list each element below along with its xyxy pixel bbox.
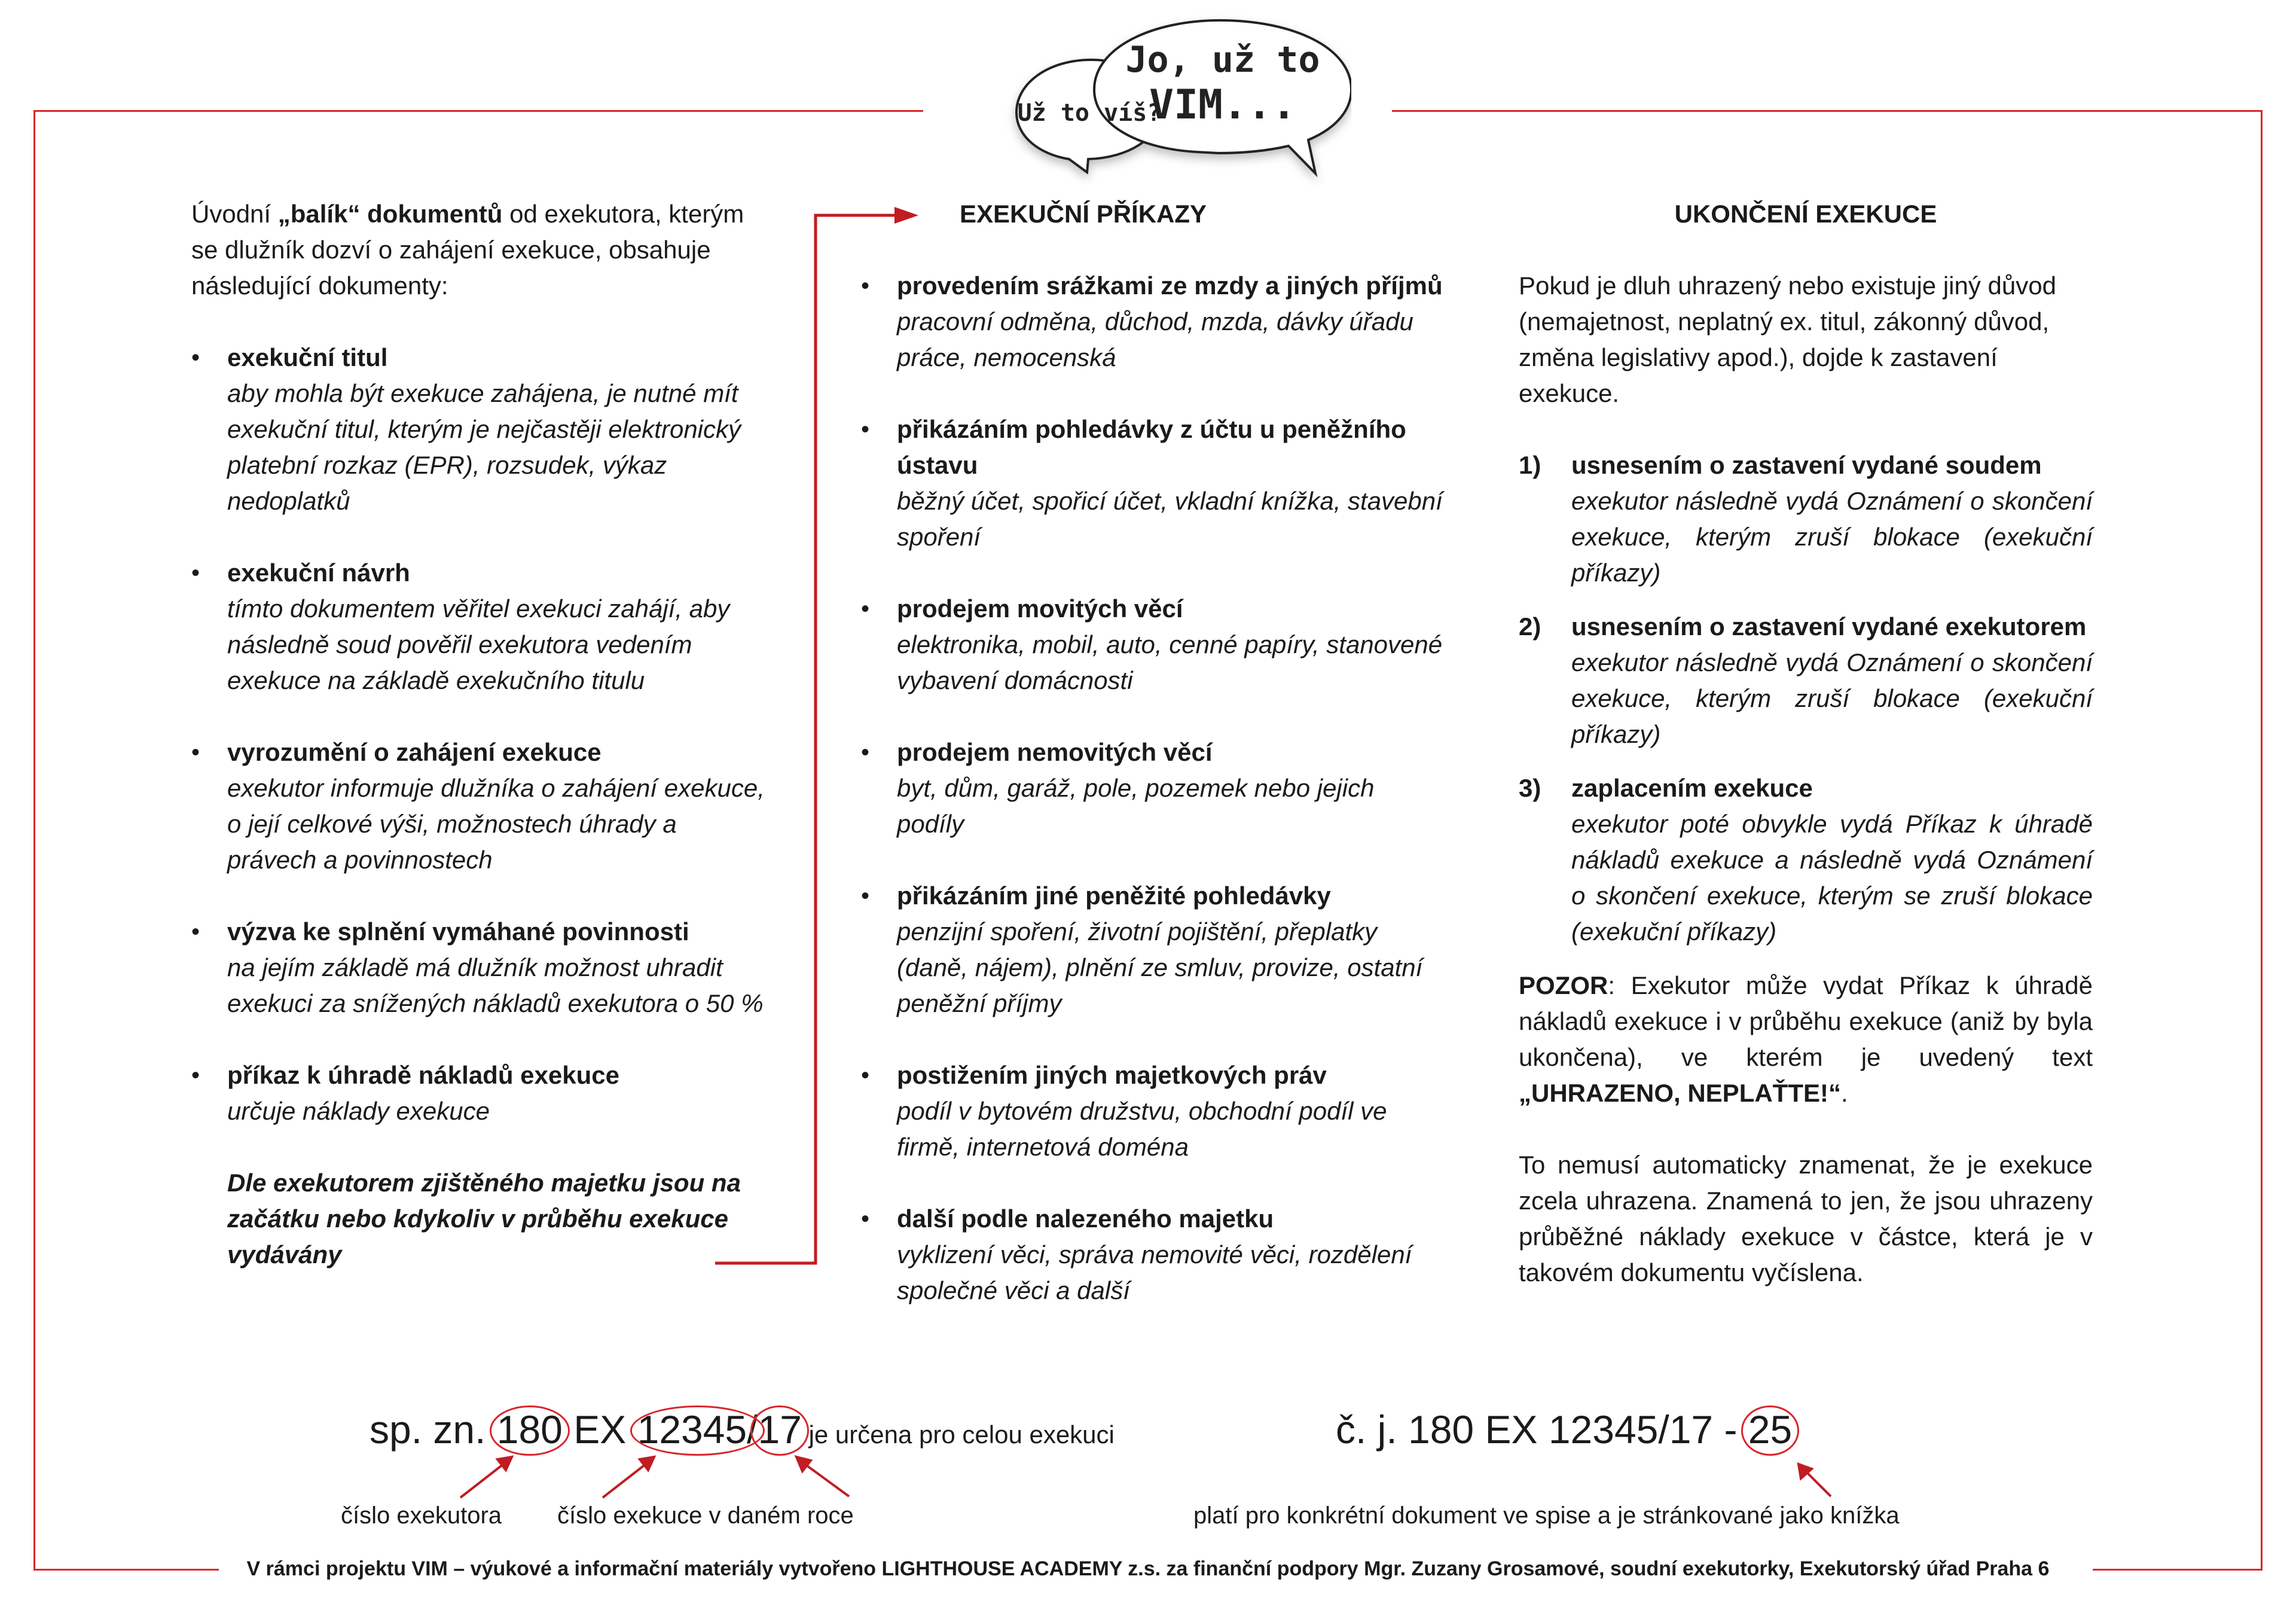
- bubble-big-line1: Jo, už to: [1125, 39, 1320, 81]
- annotation-dokument: platí pro konkrétní dokument ve spise a je stránkované jako knížka: [1193, 1502, 1900, 1529]
- pozor-label: POZOR: [1519, 971, 1608, 999]
- item-desc: byt, dům, garáž, pole, pozemek nebo jejich podíly: [897, 774, 1375, 838]
- item-desc: tímto dokumentem věřitel exekuci zahájí, aby následně soud pověřil exekutora vedením exekuce na základě exekučního titulu: [227, 594, 730, 694]
- item-desc: exekutor poté obvykle vydá Příkaz k úhradě nákladů exekuce a následně vydá Oznámení o skončení exekuce, kterým se zruší blokace (exekuční příkazy): [1571, 810, 2093, 946]
- cj-page-number: 25: [1748, 1405, 1792, 1453]
- right-intro: Pokud je dluh uhrazený nebo existuje jiný důvod (nemajetnost, neplatný ex. titul, zákonný důvod, změna legislativy apod.), dojde k zastavení exekuce.: [1519, 272, 2056, 407]
- pozor-text: : Exekutor může vydat Příkaz k úhradě nákladů exekuce i v průběhu exekuce (aniž by byla ukončena), ve kterém je uvedený text: [1519, 971, 2093, 1071]
- item-number: 2): [1519, 612, 1541, 641]
- item-title: • příkaz k úhradě nákladů exekuce: [227, 1061, 619, 1089]
- item-title: • další podle nalezeného majetku: [897, 1205, 1274, 1233]
- cj-text: č. j. 180 EX 12345/17 -: [1336, 1407, 1748, 1452]
- right-title: UKONČENÍ EXEKUCE: [1674, 200, 1937, 228]
- right-note: To nemusí automaticky znamenat, že je exekuce zcela uhrazena. Znamená to jen, že jsou uhrazeny průběžné náklady exekuce v částce, která je v takovém dokumentu vyčíslena.: [1519, 1151, 2093, 1286]
- item-title: • postižením jiných majetkových práv: [897, 1061, 1327, 1089]
- sp-prefix: sp. zn.: [370, 1407, 497, 1452]
- item-desc: exekutor informuje dlužníka o zahájení exekuce, o její celkové výši, možnostech úhrady a právech a povinnostech: [227, 774, 765, 874]
- pozor-bold: „UHRAZENO, NEPLAŤTE!“: [1519, 1079, 1841, 1107]
- item-title: usnesením o zastavení vydané soudem: [1571, 451, 2042, 479]
- item-desc: exekutor následně vydá Oznámení o skončení exekuce, kterým zruší blokace (exekuční příkazy): [1571, 648, 2093, 748]
- item-desc: exekutor následně vydá Oznámení o skončení exekuce, kterým zruší blokace (exekuční příkazy): [1571, 487, 2093, 587]
- item-desc: běžný účet, spořicí účet, vkladní knížka, stavební spoření: [897, 487, 1443, 551]
- intro-bold: „balík“ dokumentů: [277, 200, 503, 228]
- item-desc: pracovní odměna, důchod, mzda, dávky úřadu práce, nemocenská: [897, 307, 1413, 371]
- item-number: 3): [1519, 774, 1541, 802]
- item-desc: penzijní spoření, životní pojištění, přeplatky (daně, nájem), plnění ze smluv, provize, ostatní peněžní příjmy: [897, 917, 1423, 1017]
- annotation-exekuce: číslo exekuce v daném roce: [557, 1502, 854, 1529]
- item-title: • prodejem movitých věcí: [897, 594, 1183, 623]
- intro-text-start: Úvodní: [191, 200, 278, 228]
- middle-title: EXEKUČNÍ PŘÍKAZY: [960, 200, 1207, 228]
- sp-suffix: je určena pro celou exekuci: [801, 1420, 1115, 1449]
- item-title: • provedením srážkami ze mzdy a jiných příjmů: [897, 272, 1443, 300]
- item-desc: na jejím základě má dlužník možnost uhradit exekuci za snížených nákladů exekutora o 50 %: [227, 953, 764, 1017]
- pozor-end: .: [1841, 1079, 1848, 1107]
- sp-case-number: 12345/: [637, 1405, 758, 1453]
- item-title: • výzva ke splnění vymáhané povinnosti: [227, 917, 689, 946]
- item-desc: podíl v bytovém družstvu, obchodní podíl ve firmě, internetová doména: [897, 1097, 1387, 1161]
- annotation-exekutor: číslo exekutora: [341, 1502, 502, 1529]
- item-title: • vyrozumění o zahájení exekuce: [227, 738, 602, 766]
- item-title: • exekuční návrh: [227, 559, 410, 587]
- sp-exekutor-number: 180: [497, 1405, 563, 1453]
- item-title: • přikázáním pohledávky z účtu u peněžního ústavu: [897, 415, 1406, 479]
- item-title: • exekuční titul: [227, 343, 388, 371]
- item-desc: vyklizení věci, správa nemovité věci, rozdělení společné věci a další: [897, 1240, 1412, 1304]
- item-desc: elektronika, mobil, auto, cenné papíry, stanovené vybavení domácnosti: [897, 630, 1443, 694]
- item-title: • prodejem nemovitých věcí: [897, 738, 1213, 766]
- footer-credits: V rámci projektu VIM – výukové a informační materiály vytvořeno LIGHTHOUSE ACADEMY z.s. za finanční podpory Mgr. Zuzany Grosamové, soudní exekutorky, Exekutorský úřad Praha 6: [246, 1557, 2050, 1580]
- bubble-big-line2: VIM...: [1149, 81, 1296, 129]
- bubble-small: Už to víš?: [1017, 99, 1162, 127]
- item-title: zaplacením exekuce: [1571, 774, 1813, 802]
- item-title: usnesením o zastavení vydané exekutorem: [1571, 612, 2087, 641]
- item-desc: aby mohla být exekuce zahájena, je nutné mít exekuční titul, kterým je nejčastěji elektronický platební rozkaz (EPR), rozsudek, výkaz nedoplatků: [227, 379, 741, 515]
- sp-year: 17: [758, 1405, 801, 1453]
- item-desc: určuje náklady exekuce: [227, 1097, 490, 1125]
- item-number: 1): [1519, 451, 1541, 479]
- intro-text-end: od exekutora, kterým se dlužník dozví o zahájení exekuce, obsahuje následující dokumenty:: [191, 200, 744, 300]
- sp-ex: EX: [562, 1407, 637, 1452]
- item-title: • přikázáním jiné peněžité pohledávky: [897, 882, 1331, 910]
- left-closing: Dle exekutorem zjištěného majetku jsou na začátku nebo kdykoliv v průběhu exekuce vydávány: [227, 1169, 741, 1269]
